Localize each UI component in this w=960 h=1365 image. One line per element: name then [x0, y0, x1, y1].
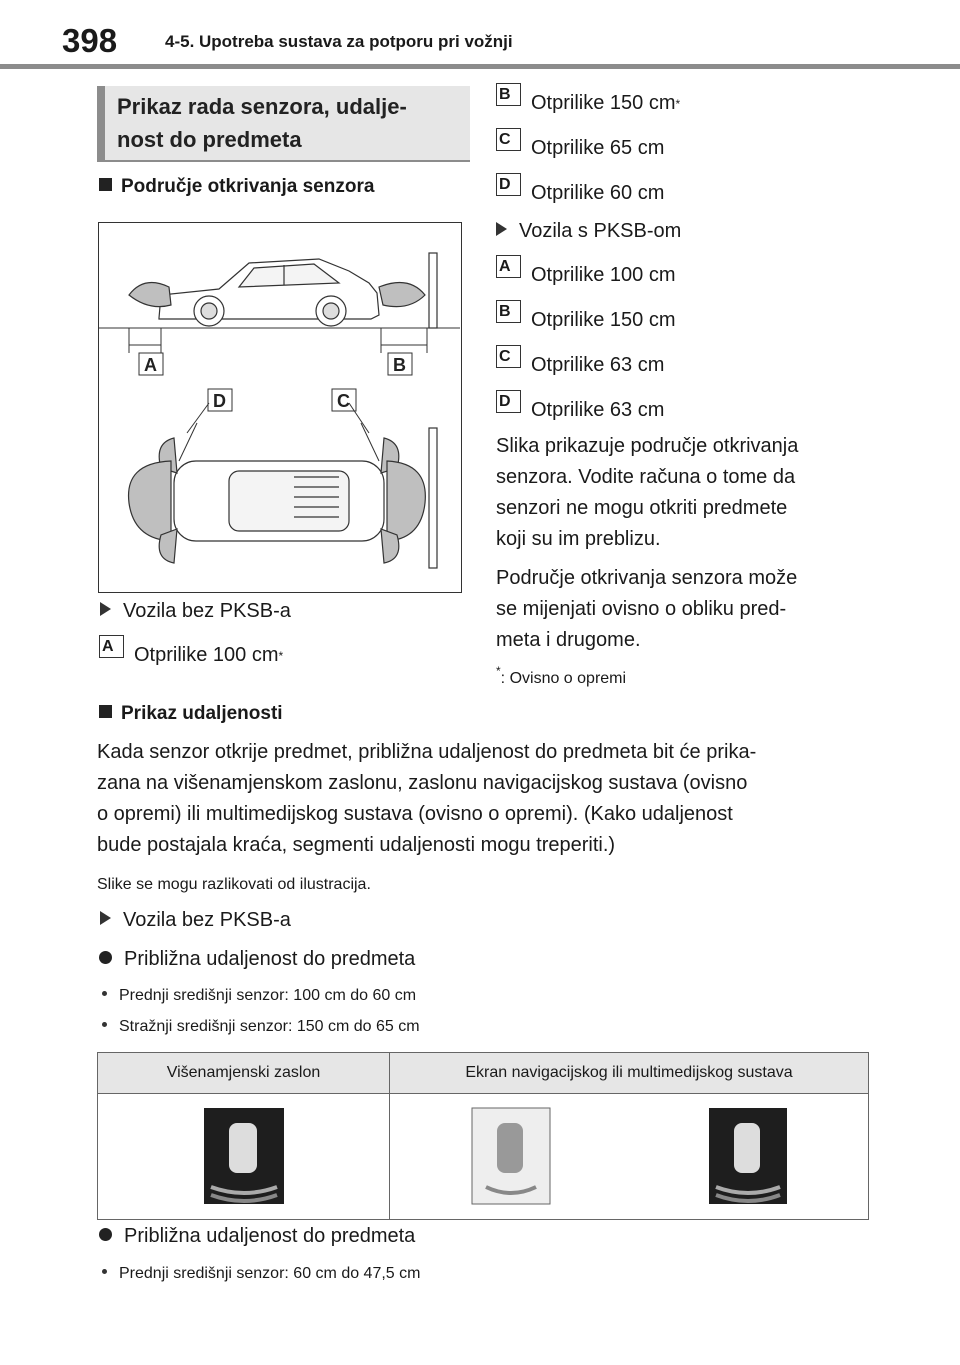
dot-item-front-2: Prednji središnji senzor: 60 cm do 47,5 cm: [97, 1265, 420, 1283]
without-pksb-item-c: C Otprilike 65 cm: [496, 137, 664, 160]
triangle-bullet-icon: [100, 911, 111, 925]
with-pksb-item-c: C Otprilike 63 cm: [496, 354, 664, 377]
nav-display-cell: [390, 1094, 869, 1220]
table-header-nav: Ekran navigacijskog ili multimedijskog sustava: [390, 1053, 869, 1094]
without-pksb-item-a: A Otprilike 100 cm *: [99, 644, 283, 667]
triangle-bullet-icon: [496, 222, 507, 236]
with-pksb-item-d: D Otprilike 63 cm: [496, 399, 664, 422]
page-number: 398: [62, 22, 118, 59]
chapter-title: 4-5. Upotreba sustava za potporu pri vožnji: [165, 32, 513, 51]
with-pksb-title: Vozila s PKSB-om: [496, 220, 681, 243]
without-pksb-title: Vozila bez PKSB-a: [100, 600, 291, 623]
diagram-label-c: C: [337, 391, 350, 411]
with-pksb-item-b: B Otprilike 150 cm: [496, 309, 676, 332]
dot-item-front-1: Prednji središnji senzor: 100 cm do 60 cm: [97, 987, 416, 1005]
detection-area-heading: Područje otkrivanja senzora: [99, 176, 374, 198]
without-pksb-item-b: B Otprilike 150 cm *: [496, 92, 680, 115]
with-pksb-item-a: A Otprilike 100 cm: [496, 264, 676, 287]
header-rule: [0, 64, 960, 69]
diagram-label-d: D: [213, 391, 226, 411]
footnote: *: Ovisno o opremi: [496, 664, 627, 687]
approx-distance-title-2: Približna udaljenost do predmeta: [99, 1225, 415, 1248]
distance-display-heading: Prikaz udaljenosti: [99, 703, 283, 725]
distance-paragraph: Kada senzor otkrije predmet, približna udaljenost do predmeta bit će prika- zana na višenamjenskom zaslonu, zaslonu navigacijskog sustava (ovisno o opremi) ili multimedijskog sustava (ovisno o opremi). (Kako udaljenost bude postajala kraća, segmenti udaljenosti mogu treperiti.): [97, 741, 757, 856]
section-title-line2: nost do predmeta: [117, 127, 302, 152]
triangle-bullet-icon: [100, 602, 111, 616]
illustration-note: Slike se mogu razlikovati od ilustracija.: [97, 876, 371, 893]
display-table: [97, 1052, 869, 1220]
round-bullet-icon: [99, 1228, 112, 1241]
section-title-box: [97, 86, 470, 162]
multi-display-image: [99, 1095, 388, 1213]
dot-item-rear-1: Stražnji središnji senzor: 150 cm do 65 cm: [97, 1018, 420, 1036]
sensor-detection-diagram: [98, 222, 462, 593]
nav-display-images: [391, 1095, 867, 1213]
multi-display-cell: [98, 1094, 390, 1220]
diagram-label-a: A: [144, 355, 157, 375]
rear-sensor-zone: [129, 283, 171, 307]
table-header-multi: Višenamjenski zaslon: [98, 1053, 390, 1094]
detection-note-1: Slika prikazuje područje otkrivanja senzora. Vodite računa o tome da senzori ne mogu otkriti predmete koji su im preblizu.: [496, 435, 799, 550]
without-pksb-item-d: D Otprilike 60 cm: [496, 182, 664, 205]
section-title-line1: Prikaz rada senzora, udalje-: [117, 94, 407, 119]
round-bullet-icon: [99, 951, 112, 964]
front-sensor-zone: [379, 283, 425, 307]
diagram-label-b: B: [393, 355, 406, 375]
square-bullet-icon: [99, 178, 112, 191]
car-sensor-illustration: [99, 223, 460, 591]
square-bullet-icon: [99, 705, 112, 718]
vehicle-type-title: Vozila bez PKSB-a: [100, 909, 291, 932]
approx-distance-title-1: Približna udaljenost do predmeta: [99, 948, 415, 971]
detection-note-2: Područje otkrivanja senzora može se mijenjati ovisno o obliku pred- meta i drugome.: [496, 567, 798, 651]
